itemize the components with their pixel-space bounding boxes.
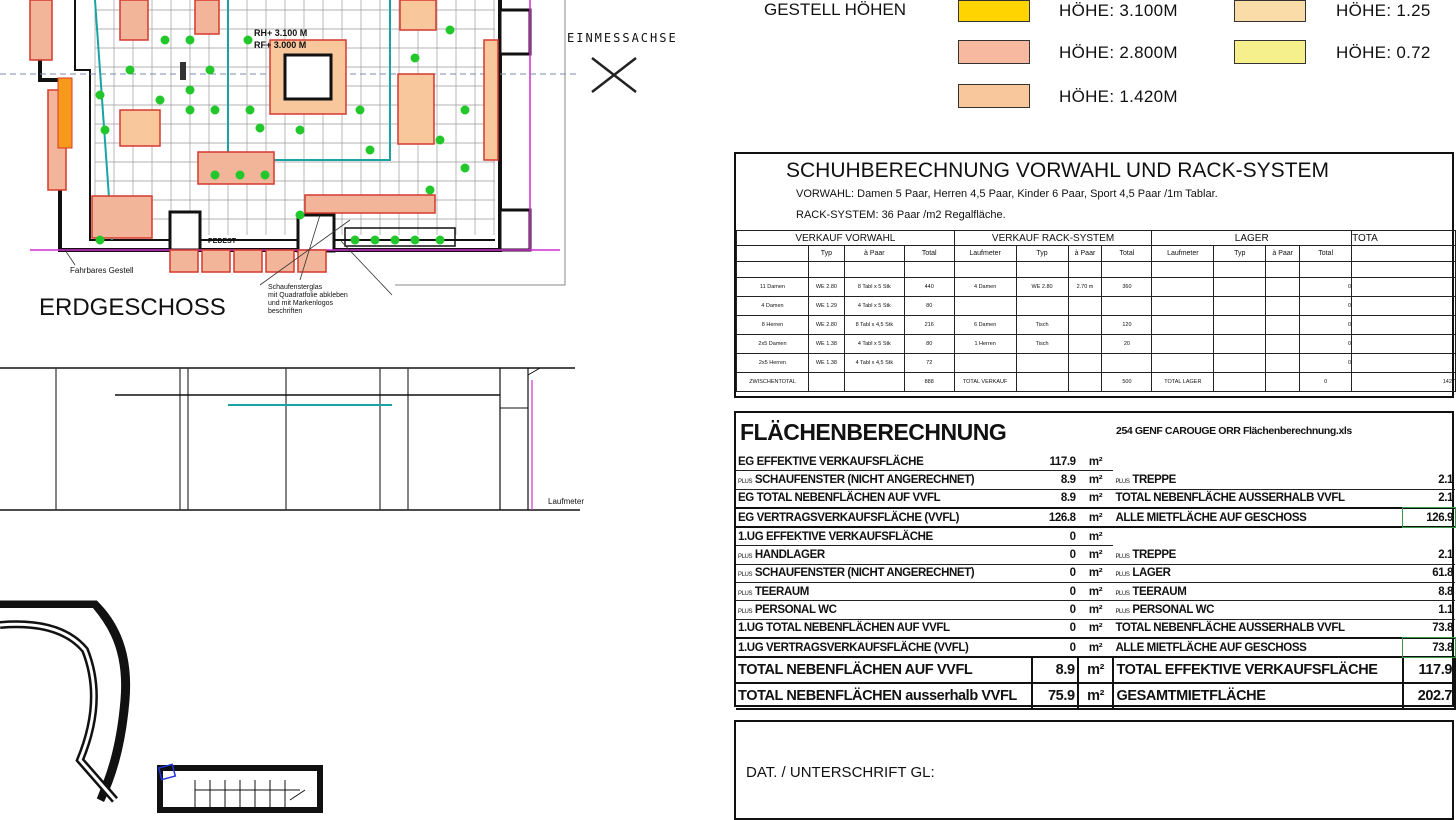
row-rack-height <box>1068 297 1102 316</box>
flaechen-row <box>736 471 1455 489</box>
flaechen-total-right-value: 202.7 <box>1403 683 1455 709</box>
plant-dot <box>211 106 220 115</box>
legend-label-1: HÖHE: 3.100M <box>1059 1 1178 20</box>
flaechen-right-label <box>1113 508 1403 527</box>
row-lager-paar <box>1266 316 1300 335</box>
legend-swatch-5 <box>1234 40 1306 64</box>
sub-typ-l: Typ <box>1214 246 1266 262</box>
plant-dot <box>186 36 195 45</box>
row-lager-typ <box>1214 297 1266 316</box>
flaechen-total-right-label: TOTAL EFFEKTIVE VERKAUFSFLÄCHE <box>1113 657 1403 683</box>
flaechen-right-label <box>1113 471 1403 489</box>
sub-laufmeter: Laufmeter <box>954 246 1016 262</box>
row-lager-typ <box>1214 335 1266 354</box>
sub-total: Total <box>904 246 954 262</box>
flaechen-left-text: PERSONAL WC <box>754 604 837 617</box>
row-rack-typ: WE 2.80 <box>1016 278 1068 297</box>
group-vorwahl: VERKAUF VORWAHL <box>737 231 955 246</box>
sub-typ: Typ <box>808 246 844 262</box>
row-lager-lm <box>1152 335 1214 354</box>
plus-marker: PLUS <box>1115 572 1130 579</box>
flaechen-total-label: TOTAL NEBENFLÄCHEN ausserhalb VVFL <box>736 683 1032 709</box>
row-paar: 4 Tabl x 4,5 Stk <box>844 354 904 373</box>
column-bottom-mid <box>298 215 334 251</box>
flaechen-right-text: ALLE MIETFLÄCHE AUF GESCHOSS <box>1115 641 1307 654</box>
plant-dot <box>461 164 470 173</box>
row-typ: WE 2.80 <box>808 278 844 297</box>
flaechen-unit: m² <box>1078 508 1114 527</box>
row-lager-lm <box>1152 297 1214 316</box>
schaufenster-note: Schaufensterglas mit Quadratfolie abkleben und mit Markenlogos beschriften <box>268 284 348 315</box>
plant-dot <box>426 186 435 195</box>
plant-dot <box>296 211 305 220</box>
schuh-vorwahl: VORWAHL: Damen 5 Paar, Herren 4,5 Paar, Kinder 6 Paar, Sport 4,5 Paar /1m Tablar. <box>796 188 1218 200</box>
row-rack-total <box>1102 297 1152 316</box>
flaechen-left-value: 8.9 <box>1032 471 1078 489</box>
flaechen-left-text: TEERAUM <box>754 585 809 598</box>
row-rack-total: 20 <box>1102 335 1152 354</box>
flaechen-total-right-value: 117.9 <box>1403 657 1455 683</box>
flaechen-right-label <box>1113 527 1403 546</box>
flaechen-left-value: 126.8 <box>1032 508 1078 527</box>
flaechen-right-text: ALLE MIETFLÄCHE AUF GESCHOSS <box>1115 511 1307 524</box>
flaechen-left-text: 1.UG VERTRAGSVERKAUFSFLÄCHE (VVFL) <box>738 641 969 654</box>
flaechen-right-value: 61.8 <box>1403 564 1455 582</box>
row-name: 2x5 Damen <box>737 335 809 354</box>
row-lager-total: 0 <box>1300 297 1352 316</box>
flaechen-grid <box>736 453 1456 710</box>
plus-marker: PLUS <box>738 590 753 597</box>
rf-label: RF+ 3.000 M <box>254 40 307 50</box>
flaechen-unit: m² <box>1078 489 1114 508</box>
plant-dot <box>206 66 215 75</box>
row-typ: WE 1.38 <box>808 354 844 373</box>
flaechen-unit: m² <box>1078 619 1114 638</box>
flaechen-right-text: PERSONAL WC <box>1132 604 1214 617</box>
flaechen-unit: m² <box>1078 546 1114 564</box>
footer-grand: 1427 <box>1352 373 1456 392</box>
flaechen-left-label <box>736 546 1032 564</box>
plant-dot <box>161 36 170 45</box>
flaechen-left-label <box>736 453 1032 471</box>
flaechen-row <box>736 508 1455 527</box>
flaechen-total-value: 75.9 <box>1032 683 1078 709</box>
flaechen-left-text: 1.UG EFFEKTIVE VERKAUFSFLÄCHE <box>738 530 933 543</box>
fixture-yellow <box>58 78 72 148</box>
schuhberechnung-table <box>734 152 1454 398</box>
flaechen-total-value: 8.9 <box>1032 657 1078 683</box>
plant-dot <box>211 171 220 180</box>
flaechen-right-value: 73.8 <box>1403 638 1455 657</box>
flaechen-total-row <box>736 657 1455 683</box>
einmessachse-label: EINMESSACHSE <box>567 31 678 45</box>
plus-marker: PLUS <box>738 554 753 561</box>
group-lager: LAGER <box>1152 231 1352 246</box>
flaechen-right-value: 8.8 <box>1403 583 1455 601</box>
flaechen-row <box>736 601 1455 619</box>
plus-marker: PLUS <box>1115 478 1130 485</box>
flaechen-left-label <box>736 601 1032 619</box>
legend-label-2: HÖHE: 2.800M <box>1059 43 1178 62</box>
flaechen-unit: m² <box>1078 601 1114 619</box>
row-grand <box>1352 278 1456 297</box>
plant-dot <box>126 66 135 75</box>
flaechen-left-label <box>736 619 1032 638</box>
plant-dot <box>96 236 105 245</box>
footer-l-total: 0 <box>1300 373 1352 392</box>
group-total: TOTA <box>1352 231 1456 246</box>
row-paar: 8 Tabl x 4,5 Stk <box>844 316 904 335</box>
row-rack-name: 1 Herren <box>954 335 1016 354</box>
flaechen-right-label <box>1113 638 1403 657</box>
schuh-row <box>737 335 1456 354</box>
row-lager-typ <box>1214 316 1266 335</box>
flaechen-right-value: 73.8 <box>1403 619 1455 638</box>
flaechen-left-value: 0 <box>1032 564 1078 582</box>
center-column <box>285 55 331 99</box>
flaechen-right-text: LAGER <box>1132 567 1171 580</box>
sub-paar-r: à Paar <box>1068 246 1102 262</box>
flaechen-left-value: 8.9 <box>1032 489 1078 508</box>
flaechen-row <box>736 619 1455 638</box>
flaechen-left-text: SCHAUFENSTER (NICHT ANGERECHNET) <box>754 567 975 580</box>
flaechen-right-text: TREPPE <box>1132 548 1176 561</box>
einmess-x-icon <box>592 58 636 92</box>
rh-label: RH+ 3.100 M <box>254 28 308 38</box>
sub-paar-l: à Paar <box>1266 246 1300 262</box>
footer-r-label: TOTAL VERKAUF <box>954 373 1016 392</box>
plant-dot <box>391 236 400 245</box>
flaechen-left-label <box>736 471 1032 489</box>
row-typ: WE 1.38 <box>808 335 844 354</box>
row-paar: 4 Tabl x 5 Stk <box>844 297 904 316</box>
plant-dot <box>236 171 245 180</box>
plant-dot <box>96 91 105 100</box>
flaechen-left-label <box>736 638 1032 657</box>
fahrbares-gestell-label: Fahrbares Gestell <box>70 266 134 275</box>
row-grand <box>1352 335 1456 354</box>
row-rack-name <box>954 297 1016 316</box>
row-rack-name: 4 Damen <box>954 278 1016 297</box>
schuh-row <box>737 297 1456 316</box>
schuh-row <box>737 316 1456 335</box>
row-lager-total: 0 <box>1300 278 1352 297</box>
flaechen-right-text: TOTAL NEBENFLÄCHE AUSSERHALB VVFL <box>1115 622 1345 635</box>
row-lager-paar <box>1266 278 1300 297</box>
flaechen-right-value: 2.1 <box>1403 489 1455 508</box>
plus-marker: PLUS <box>1115 609 1130 616</box>
row-lager-typ <box>1214 354 1266 373</box>
flaechen-row <box>736 489 1455 508</box>
schuh-row <box>737 278 1456 297</box>
legend-label-3: HÖHE: 1.420M <box>1059 87 1178 106</box>
flaechen-unit: m² <box>1078 683 1114 709</box>
flaechen-row <box>736 638 1455 657</box>
plant-dot <box>436 236 445 245</box>
flaechen-right-label <box>1113 546 1403 564</box>
flaechen-title: FLÄCHENBERECHNUNG <box>740 419 1007 445</box>
flaechen-left-value: 117.9 <box>1032 453 1078 471</box>
plant-dot <box>261 171 270 180</box>
column-bottom-left <box>170 212 200 250</box>
row-lager-paar <box>1266 335 1300 354</box>
row-rack-name: 6 Damen <box>954 316 1016 335</box>
sub-laufmeter-l: Laufmeter <box>1152 246 1214 262</box>
legend-swatch-2 <box>958 40 1030 64</box>
row-name: 4 Damen <box>737 297 809 316</box>
basement-plan <box>0 605 320 810</box>
footer-r-total: 500 <box>1102 373 1152 392</box>
plus-marker: PLUS <box>1115 553 1130 560</box>
legend-swatch-3 <box>958 84 1030 108</box>
plant-dot <box>296 126 305 135</box>
flaechen-right-value: 126.9 <box>1403 508 1455 527</box>
plant-dot <box>446 26 455 35</box>
plant-dot <box>436 136 445 145</box>
flaechen-left-text: SCHAUFENSTER (NICHT ANGERECHNET) <box>754 473 975 486</box>
schuh-title: SCHUHBERECHNUNG VORWAHL UND RACK-SYSTEM <box>786 159 1329 182</box>
row-rack-total <box>1102 354 1152 373</box>
flaechen-row <box>736 583 1455 601</box>
row-lager-paar <box>1266 354 1300 373</box>
row-lager-total: 0 <box>1300 335 1352 354</box>
plant-dot <box>411 236 420 245</box>
row-rack-name <box>954 354 1016 373</box>
flaechen-right-value: 1.1 <box>1403 601 1455 619</box>
row-lager-paar <box>1266 297 1300 316</box>
plus-marker: PLUS <box>738 609 753 616</box>
flaechen-left-value: 0 <box>1032 638 1078 657</box>
flaechen-left-value: 0 <box>1032 601 1078 619</box>
plus-marker: PLUS <box>738 478 753 485</box>
row-rack-typ <box>1016 354 1068 373</box>
plant-dot <box>256 124 265 133</box>
row-rack-typ: Tisch <box>1016 335 1068 354</box>
plant-dot <box>411 54 420 63</box>
flaechen-left-text: EG EFFEKTIVE VERKAUFSFLÄCHE <box>738 455 924 468</box>
flaechen-right-label <box>1113 489 1403 508</box>
schuh-rack: RACK-SYSTEM: 36 Paar /m2 Regalfläche. <box>796 209 1006 221</box>
flaechen-total-row <box>736 683 1455 709</box>
laufmeter-label: Laufmeter <box>548 497 585 506</box>
flaechen-right-value: 2.1 <box>1403 546 1455 564</box>
row-rack-total: 360 <box>1102 278 1152 297</box>
legend-swatch-1 <box>958 0 1030 22</box>
plant-dot <box>371 236 380 245</box>
row-typ: WE 2.80 <box>808 316 844 335</box>
row-total: 216 <box>904 316 954 335</box>
row-grand <box>1352 297 1456 316</box>
row-lager-lm <box>1152 316 1214 335</box>
row-paar: 4 Tabl x 5 Stk <box>844 335 904 354</box>
flaechen-left-label <box>736 583 1032 601</box>
plant-dot <box>101 126 110 135</box>
flaechen-total-label: TOTAL NEBENFLÄCHEN AUF VVFL <box>736 657 1032 683</box>
row-rack-height <box>1068 316 1102 335</box>
row-lager-lm <box>1152 354 1214 373</box>
plant-dot <box>156 96 165 105</box>
flaechen-right-text: TREPPE <box>1132 473 1176 486</box>
sub-total-r: Total <box>1102 246 1152 262</box>
row-lager-total: 0 <box>1300 316 1352 335</box>
sub-blank <box>737 246 809 262</box>
plant-dot <box>356 106 365 115</box>
plus-marker: PLUS <box>738 572 753 579</box>
flaechen-right-label <box>1113 601 1403 619</box>
flaechen-left-label <box>736 564 1032 582</box>
flaechen-right-label <box>1113 619 1403 638</box>
flaechen-left-value: 0 <box>1032 619 1078 638</box>
row-name: 2x5 Herren <box>737 354 809 373</box>
flaechen-file: 254 GENF CAROUGE ORR Flächenberechnung.xls <box>1116 425 1352 437</box>
row-rack-height <box>1068 335 1102 354</box>
flaechen-left-value: 0 <box>1032 546 1078 564</box>
legend-label-5: HÖHE: 0.72 <box>1336 43 1431 62</box>
flaechenberechnung-table <box>734 411 1454 707</box>
flaechen-right-value <box>1403 453 1455 471</box>
flaechen-row <box>736 564 1455 582</box>
row-grand <box>1352 354 1456 373</box>
row-name: 8 Herren <box>737 316 809 335</box>
flaechen-unit: m² <box>1078 471 1114 489</box>
plant-dot <box>244 36 253 45</box>
row-total: 440 <box>904 278 954 297</box>
plant-dot <box>186 106 195 115</box>
sub-total-grand <box>1352 246 1456 262</box>
leader-gestell <box>65 250 75 265</box>
flaechen-total-right-label: GESAMTMIETFLÄCHE <box>1113 683 1403 709</box>
row-rack-height <box>1068 354 1102 373</box>
footer-v-total: 888 <box>904 373 954 392</box>
flaechen-unit: m² <box>1078 583 1114 601</box>
row-rack-total: 120 <box>1102 316 1152 335</box>
schuh-grid <box>736 230 1456 392</box>
flaechen-right-text: TOTAL NEBENFLÄCHE AUSSERHALB VVFL <box>1115 492 1345 505</box>
signature-box <box>734 720 1454 820</box>
flaechen-unit: m² <box>1078 638 1114 657</box>
pedest-label: PEDEST <box>208 238 237 245</box>
flaechen-left-text: 1.UG TOTAL NEBENFLÄCHEN AUF VVFL <box>738 622 950 635</box>
flaechen-left-label <box>736 489 1032 508</box>
flaechen-unit: m² <box>1078 453 1114 471</box>
flaechen-left-text: EG VERTRAGSVERKAUFSFLÄCHE (VVFL) <box>738 511 960 524</box>
row-typ: WE 1.29 <box>808 297 844 316</box>
flaechen-left-label <box>736 527 1032 546</box>
column-top-right <box>500 10 530 54</box>
flaechen-row <box>736 453 1455 471</box>
row-total: 80 <box>904 297 954 316</box>
plant-dot <box>461 106 470 115</box>
footer-v-label: ZWISCHENTOTAL <box>737 373 809 392</box>
plant-dot <box>366 146 375 155</box>
flaechen-unit: m² <box>1078 657 1114 683</box>
row-lager-total: 0 <box>1300 354 1352 373</box>
floor-label: ERDGESCHOSS <box>39 294 226 321</box>
small-element <box>180 62 186 80</box>
row-rack-height: 2.70 m <box>1068 278 1102 297</box>
row-name: 11 Damen <box>737 278 809 297</box>
plant-dot <box>246 106 255 115</box>
plus-marker: PLUS <box>1115 590 1130 597</box>
flaechen-right-value: 2.1 <box>1403 471 1455 489</box>
column-bottom-right <box>500 210 530 250</box>
row-paar: 8 Tabl x 5 Stk <box>844 278 904 297</box>
row-lager-lm <box>1152 278 1214 297</box>
group-rack: VERKAUF RACK-SYSTEM <box>954 231 1152 246</box>
flaechen-unit: m² <box>1078 527 1114 546</box>
flaechen-right-value <box>1403 527 1455 546</box>
footer-l-label: TOTAL LAGER <box>1152 373 1214 392</box>
flaechen-right-label <box>1113 564 1403 582</box>
flaechen-unit: m² <box>1078 564 1114 582</box>
flaechen-left-text: EG TOTAL NEBENFLÄCHEN AUF VVFL <box>738 492 941 505</box>
row-rack-typ: Tisch <box>1016 316 1068 335</box>
flaechen-row <box>736 546 1455 564</box>
row-rack-typ <box>1016 297 1068 316</box>
flaechen-right-text: TEERAUM <box>1132 585 1187 598</box>
plant-dot <box>186 86 195 95</box>
signature-label: DAT. / UNTERSCHRIFT GL: <box>746 764 935 781</box>
legend-label-4: HÖHE: 1.25 <box>1336 1 1431 20</box>
legend-title: GESTELL HÖHEN <box>764 0 907 19</box>
legend-swatch-4 <box>1234 0 1306 22</box>
row-grand <box>1352 316 1456 335</box>
row-total: 72 <box>904 354 954 373</box>
schuh-row <box>737 354 1456 373</box>
flaechen-left-value: 0 <box>1032 583 1078 601</box>
flaechen-right-label <box>1113 583 1403 601</box>
elevation-drawing <box>0 368 580 510</box>
sub-total-l: Total <box>1300 246 1352 262</box>
sub-paar: à Paar <box>844 246 904 262</box>
floor-plan-drawing <box>0 0 700 810</box>
row-lager-typ <box>1214 278 1266 297</box>
flaechen-row <box>736 527 1455 546</box>
sub-typ-r: Typ <box>1016 246 1068 262</box>
plant-dot <box>351 236 360 245</box>
row-total: 80 <box>904 335 954 354</box>
flaechen-left-text: HANDLAGER <box>754 549 825 562</box>
flaechen-left-value: 0 <box>1032 527 1078 546</box>
flaechen-left-label <box>736 508 1032 527</box>
flaechen-right-label <box>1113 453 1403 471</box>
